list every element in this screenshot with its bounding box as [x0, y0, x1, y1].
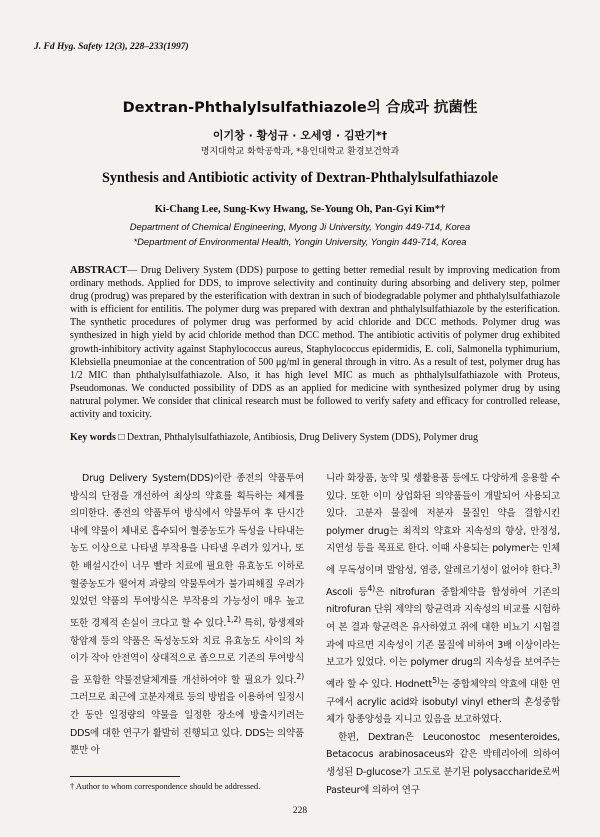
english-affiliation-1: Department of Chemical Engineering, Myong Ji University, Yongin 449-714, Korea — [129, 221, 471, 232]
abstract-dash: — — [127, 265, 141, 276]
reference-marker: 3) — [552, 561, 560, 571]
body-paragraph — [70, 470, 304, 760]
body-text: 한편, Dextran은 Leuconostoc mesenteroides, Betacocus arabinosaceus와 같은 박테리아에 의하여 생성된 D-glucose가 고도로 분기된 polysaccharide로써 Pasteur에 의하여 연구 — [326, 731, 560, 796]
korean-authors: 이기창 · 황성규 · 오세영 · 김판기*† — [212, 129, 388, 142]
english-affiliation-2: *Department of Environmental Health, Yongin University, Yongin 449-714, Korea — [133, 236, 467, 247]
body-paragraph — [326, 729, 560, 799]
footnote: † Author to whom correspondence should be addressed. — [70, 781, 261, 791]
keywords-text: Dextran, Phthalylsulfathiazole, Antibiosis, Drug Delivery System (DDS), Polymer drug — [126, 432, 478, 443]
korean-affiliation: 명지대학교 화학공학과, *용인대학교 환경보건학과 — [200, 147, 400, 157]
english-authors: Ki-Chang Lee, Sung-Kwy Hwang, Se-Young Oh, Pan-Gyi Kim*† — [154, 204, 446, 215]
keywords — [70, 431, 600, 444]
body-column-left — [70, 470, 304, 760]
body-text: Drug Delivery System(DDS)이란 종전의 약품투여 방식의 단점을 개선하여 최상의 약효를 획득하는 체계를 의미한다. 종전의 약품투여 방식에서 약물투여 후 단시간 내에 약물이 체내로 흡수되어 혈중농도가 독성을 나타내는 농도 이상으로 나타낼 부작용을 나타낼 우려가 있거나, 또한 배설시간이 너무 빨라 치료에 필요한 유효농도 이하로 혈중농도가 떨어져 과량의 약물투여가 불가피해질 우려가 있었던 약품의 투여방식은 부작용의 가능성이 매우 높고 또한 경제적 손실이 크다고 할 수 있다. — [70, 473, 304, 629]
body-paragraph — [326, 470, 560, 729]
abstract-label: ABSTRACT — [70, 265, 128, 276]
body-text: 는 중합체약의 약효에 대한 연구에서 acrylic acid와 isobutyl vinyl ether의 혼성중합체가 항종양성을 지니고 있음을 보고하였다. — [326, 679, 560, 726]
body-text: 특히, 항생제와 항암제 등의 약품은 독성농도와 치료 유효농도 사이의 차이가 작아 안전역이 상대적으로 좁으므로 기존의 투여방식을 포함한 약물전달체계를 개선하여야 할 필요가 있다. — [70, 617, 304, 686]
reference-marker: 2) — [296, 671, 304, 681]
english-title: Synthesis and Antibiotic activity of Dextran-Phthalylsulfathiazole — [101, 170, 499, 186]
body-text: Ascoli 등 — [326, 586, 368, 598]
keywords-label: Key words — [70, 432, 116, 443]
reference-marker: 4) — [367, 583, 376, 593]
journal-citation: J. Fd Hyg. Safety 12(3), 228–233(1997) — [34, 42, 189, 52]
abstract — [70, 264, 560, 421]
body-text: 은 nitrofuran 중합체약을 합성하여 기존의 nitrofuran 단위 제약의 항균력과 지속성의 비교를 시험하여 본 결과 항균력은 유사하였고 쥐에 대한 비뇨기 시험결과에 따르면 지속성이 기존 물질에 비하여 3배 이상이라는 보고가 있었다. 이는 polymer drug의 지속성을 보여주는 예라 할 수 있다. Hodnett — [326, 586, 560, 690]
body-column-right — [326, 470, 560, 799]
body-text: 니라 화장품, 농약 및 생활용품 등에도 다양하게 응용할 수 있다. 또한 이미 상업화된 의약품들이 개발되어 사용되고 있다. 고분자 물질에 저분자 물질인 약을 결합시킨 polymer drug는 최적의 약효와 지속성의 향상, 안정성, 지연성 등을 목표로 한다. 이때 사용되는 polymer는 인체에 무독성이며 발암성, 염증, 알레르기성이 없어야 한다. — [326, 473, 560, 577]
footnote-divider — [70, 776, 180, 777]
reference-marker: 5) — [432, 675, 440, 685]
keywords-box-icon: □ — [118, 432, 125, 443]
korean-title: Dextran-Phthalylsulfathiazole의 合成과 抗菌性 — [122, 100, 478, 116]
abstract-text: Drug Delivery System (DDS) purpose to getting better remedial result by improving medication from ordinary methods. Applied for DDS, to improve selectivity and continuity during absorbing and delivery step, polmer drug (prodrug) was prepared by the esterification with dextran in such of biodegradable polymer and phthalylsulfathiazole with is efficient for entilitis. The polymer durg was prepared with dextran and phthalylsulfathiazole by the esterification. The synthetic procedures of polymer drug was performed by acid chloride and DCC methods. Polymer drug was synthesized in high yield by acid chloride method than DCC method. The antibiotic activitis of polymer drug exhibited growth-inhibitory activity against Staphylococcus aureus, Staphylococcus epidermidis, E. coli, Salmonella typhimurium, Klebsiella pneumoniae at the concentration of 500 μg/ml in general through in vitro. As a result of test, polymer drug has 1/2 MIC than phthalylsulfathiazole. Also, it has high level MIC as much as phthalylsulfathiazole with Proteus, Pseudomonas. We conducted possibility of DDS as an applied for medicine with synthesized polymer drug by using natrural polymer. We consider that clinical research must be followed to verify safety and efficacy for controlled release, activity and toxicity. — [70, 265, 561, 421]
body-text: 그러므로 최근에 고분자재료 등의 방법을 이용하여 일정시간 동안 일정량의 약물을 일정한 장소에 방출시키려는 DDS에 대한 연구가 활발히 진행되고 있다. DDS는 의약품 뿐만 아 — [70, 692, 304, 757]
reference-marker: 1,2) — [226, 614, 242, 624]
page-number: 228 — [292, 806, 308, 816]
